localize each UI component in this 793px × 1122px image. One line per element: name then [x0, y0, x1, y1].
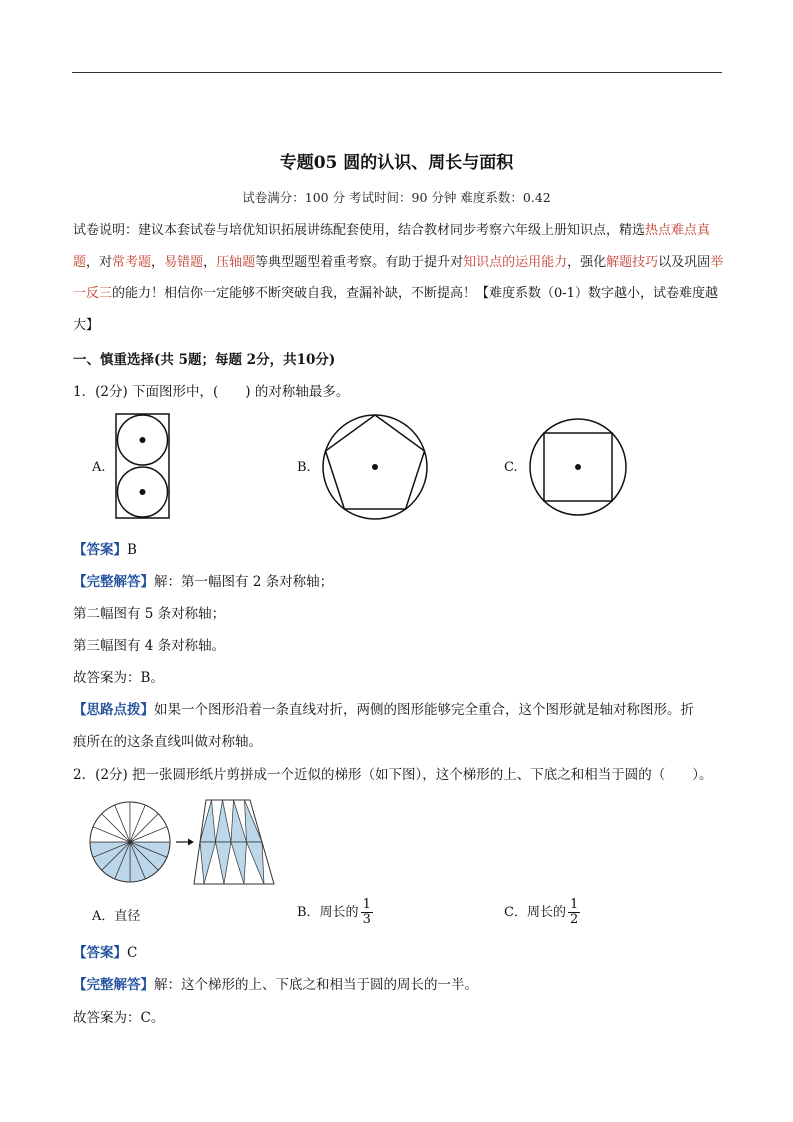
q2-option-b: B．周长的 $\frac{1}{3}$	[297, 897, 371, 927]
q1-figure-c	[528, 417, 628, 517]
trapezoid-piece	[245, 800, 263, 842]
q2-stem: 2．(2分) 把一张圆形纸片剪拼成一个近似的梯形（如下图），这个梯形的上、下底之和相当于圆的（ ）。	[73, 767, 713, 783]
q1-figure-b	[321, 413, 431, 523]
trapezoid-piece	[200, 842, 216, 884]
q1-hint: 【思路点拨】如果一个图形沿着一条直线对折，两侧的图形能够完全重合，这个图形就是轴对称图形。折	[73, 702, 694, 718]
trapezoid-piece	[231, 842, 247, 884]
trapezoid-piece	[216, 800, 232, 842]
exam-description: 试卷说明：建议本套试卷与培优知识拓展讲练配套使用，结合教材同步考察六年级上册知识点，精选热点难点真题，对常考题，易错题，压轴题等典型题型着重考察。有助于提升对知识点的运用能力，强化解题技巧以及巩固举一反三的能力！相信你一定能够不断突破自我，查漏补缺，不断提高！【难度系数（0-1）数字越小，试卷难度越大】	[73, 223, 724, 333]
q1-option-c-label: C.	[504, 460, 518, 475]
section-heading: 一、慎重选择(共 5题；每题 2分，共10分)	[73, 352, 336, 368]
q2-solution: 【完整解答】解：这个梯形的上、下底之和相当于圆的周长的一半。	[73, 977, 478, 993]
q2-figure	[88, 798, 278, 888]
page-title: 专题05 圆的认识、周长与面积	[279, 153, 514, 173]
q1-stem: 1．(2分) 下面图形中，( ) 的对称轴最多。	[73, 384, 350, 400]
q1-hint-line2: 痕所在的这条直线叫做对称轴。	[73, 734, 262, 750]
trapezoid-piece	[216, 842, 232, 884]
trapezoid-piece	[231, 800, 247, 842]
trapezoid-rearranged	[194, 800, 274, 884]
exam-meta: 试卷满分：100 分 考试时间：90 分钟 难度系数：0.42	[242, 190, 551, 205]
trapezoid-piece	[200, 800, 216, 842]
q2-option-a: A．直径	[92, 909, 141, 924]
q2-answer: 【答案】C	[73, 945, 138, 961]
sector-circle	[90, 802, 170, 882]
fraction-one-half: $\frac{1}{2}$	[569, 897, 579, 927]
q2-option-c: C．周长的 $\frac{1}{2}$	[504, 897, 579, 927]
q2-final-answer: 故答案为：C。	[73, 1010, 165, 1026]
q1-solution-line2: 第二幅图有 5 条对称轴；	[73, 606, 226, 622]
q1-figure-a	[115, 413, 171, 519]
header-rule	[72, 72, 722, 73]
q1-solution-line3: 第三幅图有 4 条对称轴。	[73, 638, 226, 654]
fraction-one-third: $\frac{1}{3}$	[362, 897, 371, 927]
arrow-icon	[176, 839, 194, 846]
q1-solution: 【完整解答】解：第一幅图有 2 条对称轴；	[73, 574, 334, 590]
q1-option-b-label: B.	[297, 460, 311, 475]
q1-option-a-label: A.	[92, 460, 106, 475]
q1-answer: 【答案】B	[73, 542, 137, 558]
q1-final-answer: 故答案为：B。	[73, 670, 164, 686]
trapezoid-piece	[247, 842, 265, 884]
